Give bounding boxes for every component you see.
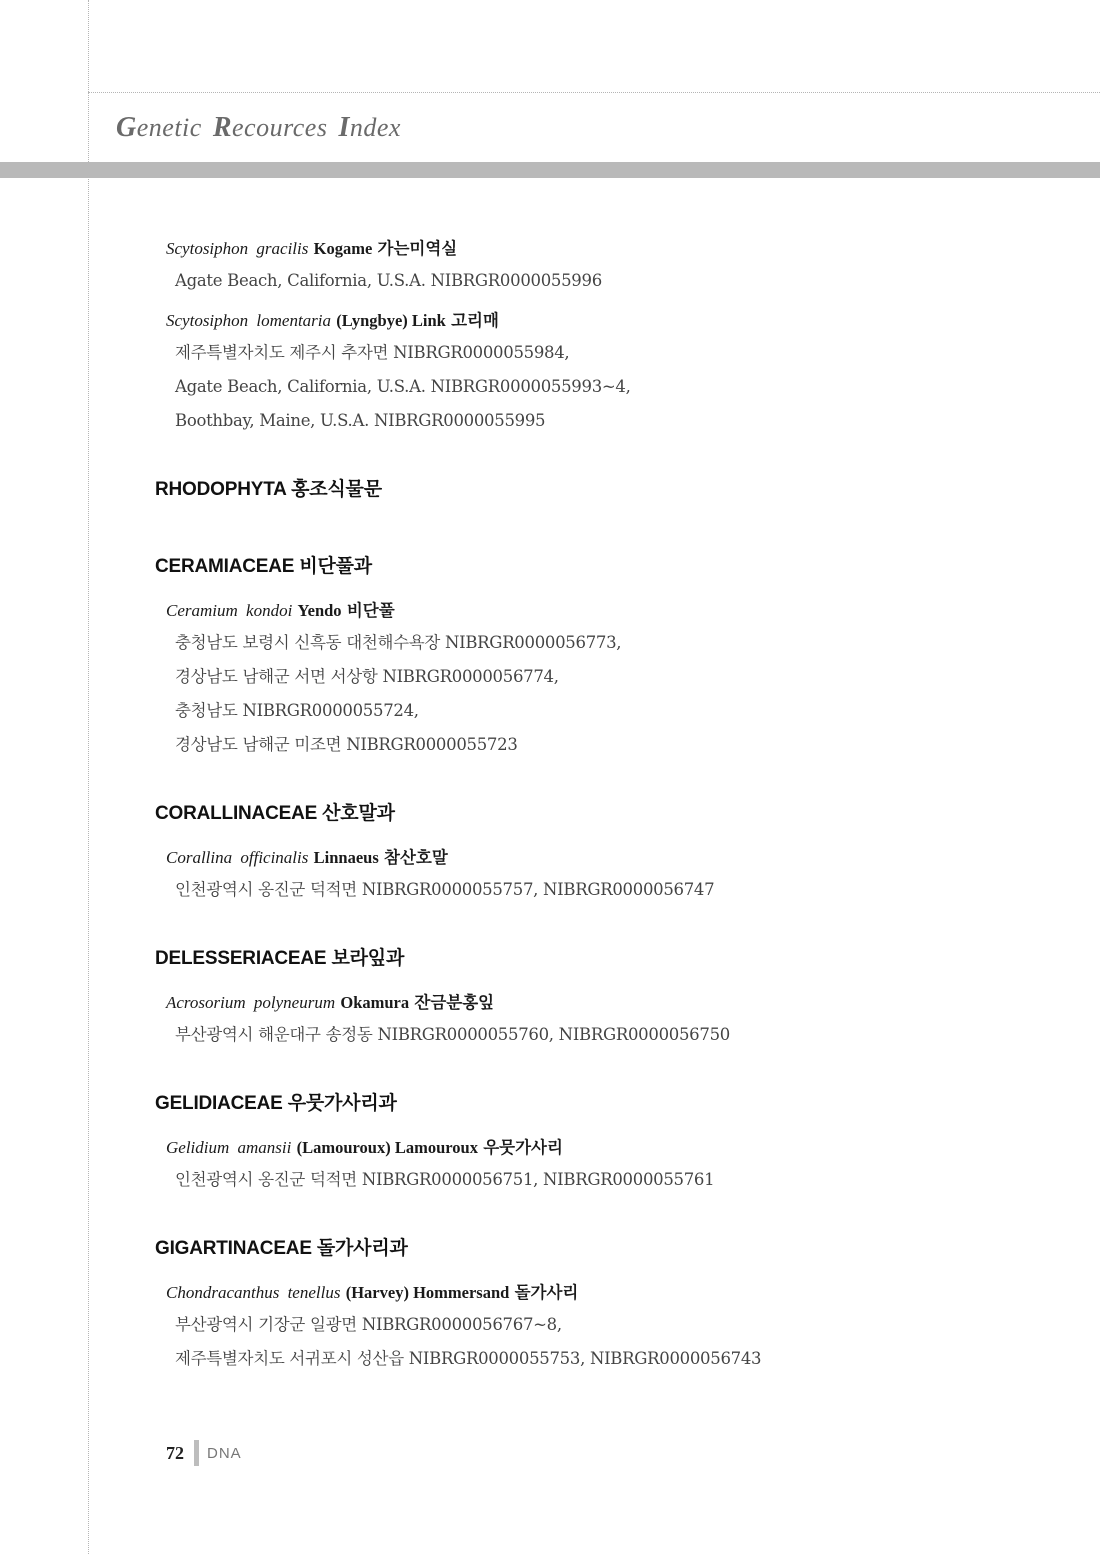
section-heading: GELIDIACEAE 우뭇가사리과 — [155, 1093, 397, 1114]
species-korean-name: 잔금분홍잎 — [414, 993, 495, 1012]
species-author: (Lamouroux) Lamouroux — [296, 1138, 478, 1157]
species-latin-name: Corallina officinalis — [166, 848, 309, 867]
specimen-location: Boothbay, Maine, U.S.A. NIBRGR0000055995 — [175, 411, 546, 430]
specimen-location: 인천광역시 옹진군 덕적면 NIBRGR0000056751, NIBRGR0000055761 — [175, 1170, 715, 1189]
species-korean-name: 우뭇가사리 — [483, 1138, 563, 1157]
specimen-location: 충청남도 보령시 신흑동 대천해수욕장 NIBRGR0000056773, — [175, 633, 622, 652]
species-author: Okamura — [340, 993, 410, 1012]
specimen-location: 제주특별자치도 제주시 추자면 NIBRGR0000055984, — [175, 343, 570, 362]
specimen-location: 부산광역시 기장군 일광면 NIBRGR0000056767~8, — [175, 1315, 562, 1334]
species-name — [166, 843, 1055, 873]
page-number: 72 — [166, 1442, 184, 1463]
species-author: Linnaeus — [313, 848, 379, 867]
species-entry — [155, 988, 1055, 1052]
species-entry — [155, 234, 1055, 298]
specimen-location: 제주특별자치도 서귀포시 성산읍 NIBRGR0000055753, NIBRGR0000056743 — [175, 1349, 762, 1368]
footer-section-label: DNA — [207, 1444, 242, 1462]
species-latin-name: Chondracanthus tenellus — [166, 1283, 341, 1302]
specimen-location: 인천광역시 옹진군 덕적면 NIBRGR0000055757, NIBRGR0000056747 — [175, 880, 715, 899]
running-header-title — [116, 112, 401, 144]
species-name — [166, 596, 1055, 626]
specimen-location: 경상남도 남해군 서면 서상항 NIBRGR0000056774, — [175, 667, 559, 686]
species-entry — [155, 843, 1055, 907]
specimen-location: 부산광역시 해운대구 송정동 NIBRGR0000055760, NIBRGR0000056750 — [175, 1025, 730, 1044]
specimen-location: Agate Beach, California, U.S.A. NIBRGR0000055993~4, — [175, 377, 631, 396]
species-entry — [155, 306, 1055, 438]
species-latin-name: Ceramium kondoi — [166, 601, 293, 620]
left-margin-dotted-line — [88, 0, 89, 1554]
species-name — [166, 1133, 1055, 1163]
section-heading: GIGARTINACEAE 돌가사리과 — [155, 1238, 408, 1259]
species-korean-name: 비단풀 — [346, 601, 395, 620]
page-footer — [166, 1440, 242, 1466]
header-dotted-line — [88, 92, 1100, 93]
species-latin-name: Scytosiphon gracilis — [166, 239, 309, 258]
species-latin-name: Gelidium amansii — [166, 1138, 292, 1157]
species-name — [166, 234, 1055, 264]
header-word-2: Recources — [212, 112, 328, 143]
species-latin-name: Acrosorium polyneurum — [166, 993, 336, 1012]
specimen-location: 경상남도 남해군 미조면 NIBRGR0000055723 — [175, 735, 518, 754]
species-author: Kogame — [313, 239, 373, 258]
species-latin-name: Scytosiphon lomentaria — [166, 311, 332, 330]
species-korean-name: 고리매 — [451, 311, 499, 330]
header-gray-bar — [0, 162, 1100, 178]
species-korean-name: 돌가사리 — [514, 1283, 579, 1302]
species-name — [166, 306, 1055, 336]
section-heading: CERAMIACEAE 비단풀과 — [155, 556, 372, 577]
section-heading: CORALLINACEAE 산호말과 — [155, 803, 395, 824]
species-entry — [155, 1278, 1055, 1376]
species-korean-name: 참산호말 — [384, 848, 448, 867]
species-author: (Harvey) Hommersand — [345, 1283, 510, 1302]
species-name — [166, 1278, 1055, 1308]
species-entry — [155, 1133, 1055, 1197]
specimen-location: 충청남도 NIBRGR0000055724, — [175, 701, 419, 720]
header-word-1: Genetic — [116, 112, 202, 143]
species-author: (Lyngbye) Link — [336, 311, 446, 330]
header-word-3: Index — [338, 112, 401, 143]
species-korean-name: 가는미역실 — [377, 239, 458, 258]
specimen-location: Agate Beach, California, U.S.A. NIBRGR0000055996 — [175, 271, 602, 290]
footer-divider-bar — [194, 1440, 199, 1466]
section-heading: DELESSERIACEAE 보라잎과 — [155, 948, 405, 969]
species-author: Yendo — [297, 601, 342, 620]
species-name — [166, 988, 1055, 1018]
index-content — [155, 234, 1055, 1376]
section-heading: RHODOPHYTA 홍조식물문 — [155, 479, 382, 500]
species-entry — [155, 596, 1055, 762]
